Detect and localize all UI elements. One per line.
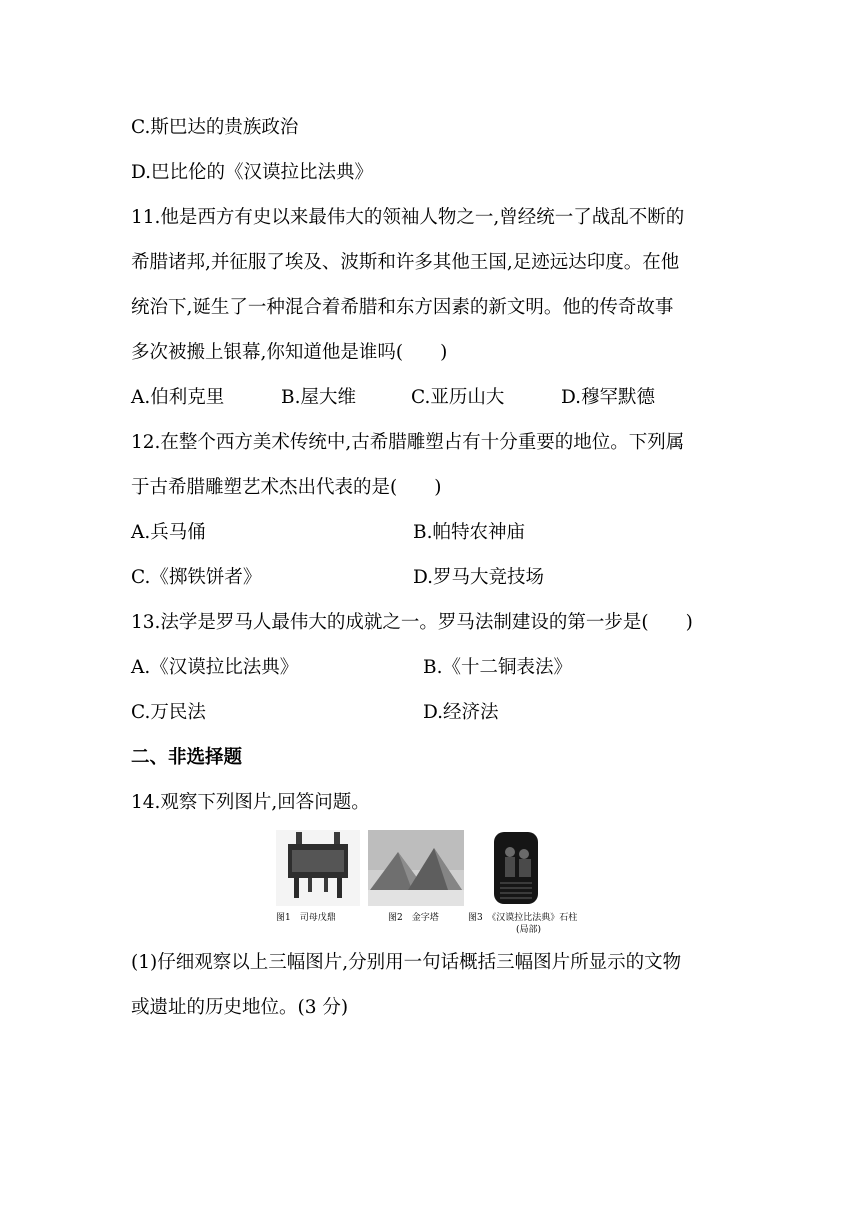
q14-sub1-line1: (1)仔细观察以上三幅图片,分别用一句话概括三幅图片所显示的文物 bbox=[131, 952, 682, 973]
pyramid-image bbox=[368, 830, 464, 910]
q12-option-d: D.罗马大竞技场 bbox=[413, 567, 545, 588]
figure3-caption-note: (局部) bbox=[516, 925, 542, 935]
q14-sub1-line2: 或遗址的历史地位。(3 分) bbox=[131, 997, 349, 1018]
q13-option-c: C.万民法 bbox=[131, 702, 206, 723]
q12-option-c: C.《掷铁饼者》 bbox=[131, 567, 262, 588]
q11-option-d: D.穆罕默德 bbox=[561, 387, 656, 408]
q11-stem-line2: 希腊诸邦,并征服了埃及、波斯和许多其他王国,足迹远达印度。在他 bbox=[131, 252, 680, 273]
q12-stem-line1: 12.在整个西方美术传统中,古希腊雕塑占有十分重要的地位。下列属 bbox=[131, 432, 685, 453]
q13-option-d: D.经济法 bbox=[423, 702, 499, 723]
q13-option-a: A.《汉谟拉比法典》 bbox=[131, 657, 299, 678]
q12-option-a: A.兵马俑 bbox=[131, 522, 206, 543]
q13-option-b: B.《十二铜表法》 bbox=[423, 657, 572, 678]
bronze-ding-image bbox=[276, 830, 360, 910]
figure3-caption: 图3 《汉谟拉比法典》石柱 bbox=[468, 913, 578, 923]
q10-option-d: D.巴比伦的《汉谟拉比法典》 bbox=[131, 162, 374, 183]
q12-option-b: B.帕特农神庙 bbox=[413, 522, 525, 543]
q10-option-c: C.斯巴达的贵族政治 bbox=[131, 117, 299, 138]
q11-stem-line1: 11.他是西方有史以来最伟大的领袖人物之一,曾经统一了战乱不断的 bbox=[131, 207, 685, 228]
q11-option-b: B.屋大维 bbox=[281, 387, 356, 408]
q14-figures bbox=[276, 830, 576, 934]
figure2-caption: 图2 金字塔 bbox=[388, 913, 439, 923]
q12-stem-line2: 于古希腊雕塑艺术杰出代表的是( ) bbox=[131, 477, 442, 498]
section-heading: 二、非选择题 bbox=[131, 747, 243, 768]
code-stele-image bbox=[486, 830, 546, 910]
q11-option-a: A.伯利克里 bbox=[131, 387, 225, 408]
figure1-caption: 图1 司母戊鼎 bbox=[276, 913, 336, 923]
q11-option-c: C.亚历山大 bbox=[411, 387, 505, 408]
q11-stem-line4: 多次被搬上银幕,你知道他是谁吗( ) bbox=[131, 342, 448, 363]
q11-stem-line3: 统治下,诞生了一种混合着希腊和东方因素的新文明。他的传奇故事 bbox=[131, 297, 674, 318]
q14-stem: 14.观察下列图片,回答问题。 bbox=[131, 792, 370, 813]
q13-stem: 13.法学是罗马人最伟大的成就之一。罗马法制建设的第一步是( ) bbox=[131, 612, 693, 633]
